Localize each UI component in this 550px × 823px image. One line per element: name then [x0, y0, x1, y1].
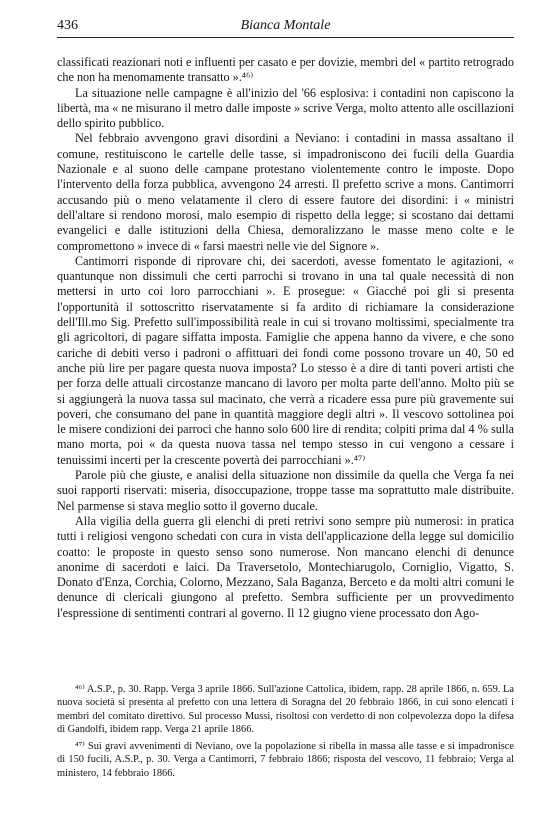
paragraph: Alla vigilia della guerra gli elenchi di preti retrivi sono sempre più numerosi: in pratica tutti i religiosi vengono schedati con cura in vista dell'applicazione della legge sul domicilio coatto: le proposte in questo senso sono numerose. Non mancano elenchi di denunce anonime di sacerdoti e laici. Da Traversetolo, Montechiarugolo, Corniglio, Vigatto, S. Donato d'Enza, Corchia, Colorno, Mezzano, Sala Baganza, Berceto e da molti altri comuni le denunce di clericali giungono al prefetto. Sembra sufficiente per un provvedimento l'espressione di sentimenti contrari al governo. Il 12 giugno viene processato don Ago- — [57, 513, 514, 620]
body-text — [57, 55, 514, 621]
paragraph: Parole più che giuste, e analisi della situazione non dissimile da quella che Verga fa nei suoi rapporti riservati: miseria, disoccupazione, troppe tasse ma soprattutto male distribuite. Nel parmense si stava meglio sotto il governo ducale. — [57, 468, 514, 513]
paragraph: Cantimorri risponde di riprovare chi, dei sacerdoti, avesse fomentato le agitazioni, « quantunque non dissimuli che certi parrochi si trovano in una tal quale necessità di non mettersi in urto coi loro parrocchiani ». E prosegue: « Giacché poi gli si presenta l'opportunità il sottoscritto riservatamente si fa ardito di richiamare la considerazione dell'Ill.mo Sig. Prefetto sull'impossibilità reale in cui si trovano moltissimi, specialmente tra gli agricoltori, di pagare siffatta imposta. Famiglie che appena hanno da vivere, e che sono cariche di debiti verso i padroni o affittuari dei fondi come possono trovare un 40, 50 ed anche più lire per pagare questa nuova imposta? Lo stesso è a dire di tanti poveri artisti che per forza delle attuali circostanze mancano di lavoro per molta parte dell'anno. Molto più se si aggiungerà la nuova tassa sul macinato, che verrà a ricadere essa pure più gravemente sui poveri, che consumano del pane in quantità maggiore degli altri ». Il vescovo sottolinea poi le misere condizioni dei parroci che hanno solo 600 lire di rendita; colpiti prima dal 4 % sulla mano morta, poi « da questa nuova tassa nel tempo stesso in cui vengono a cessare i tenuissimi incerti per la crescente povertà dei parrocchiani ».⁴⁷⁾ — [57, 253, 514, 467]
footnote: ⁴⁷⁾ Sui gravi avvenimenti di Neviano, ove la popolazione si ribella in massa alle tasse e si impadronisce di 150 fucili, A.S.P., p. 30. Verga a Cantimorri, 7 febbraio 1866; risposta del vescovo, 11 febbraio; Verga al ministero, 14 febbraio 1866. — [57, 741, 514, 779]
paragraph: La situazione nelle campagne è all'inizio del '66 esplosiva: i contadini non capiscono la libertà, ma « ne misurano il metro dalle imposte » scrive Verga, molto attento alle oscillazioni dello spirito pubblico. — [57, 85, 514, 131]
footnote: ⁴⁶⁾ A.S.P., p. 30. Rapp. Verga 3 aprile 1866. Sull'azione Cattolica, ibidem, rapp. 28 aprile 1866, n. 659. La nuova società si presenta al prefetto con una lettera di Soragna del 20 febbraio 1866, in cui sono elencati i membri del comitato direttivo. Sul processo Mussi, risoltosi con verdetto di non colpevolezza dopo la difesa di Gandolfi, ibidem rapp. Verga 21 aprile 1866. — [57, 684, 514, 735]
header-rule — [57, 37, 514, 38]
running-header — [57, 16, 514, 38]
running-title: Bianca Montale — [240, 18, 331, 33]
page-number: 436 — [57, 18, 78, 33]
footnotes — [57, 683, 514, 784]
paragraph: Nel febbraio avvengono gravi disordini a Neviano: i contadini in massa assaltano il comune, restituiscono le cartelle delle tasse, si impadroniscono dei fucili della Guardia Nazionale e al suono delle campane protestano violentemente contro le imposte. Dopo l'intervento della forza pubblica, avvengono 24 arresti. Il prefetto scrive a mons. Cantimorri accusando più o meno velatamente il clero di essere fautore dei disordini: i « ministri dell'altare si rendono morosi, malo esempio di rispetto della legge; si scostano dai dettami evangelici e dalle istituzioni della Chiesa, demoralizzano le masse meno colte e le compromettono » invece di « farsi maestri nelle vie del Signore ». — [57, 131, 514, 253]
paragraph: classificati reazionari noti e influenti per casato e per dovizie, membri del « partito retrogrado che non ha menomamente transatto ».⁴⁶⁾ — [57, 55, 514, 85]
